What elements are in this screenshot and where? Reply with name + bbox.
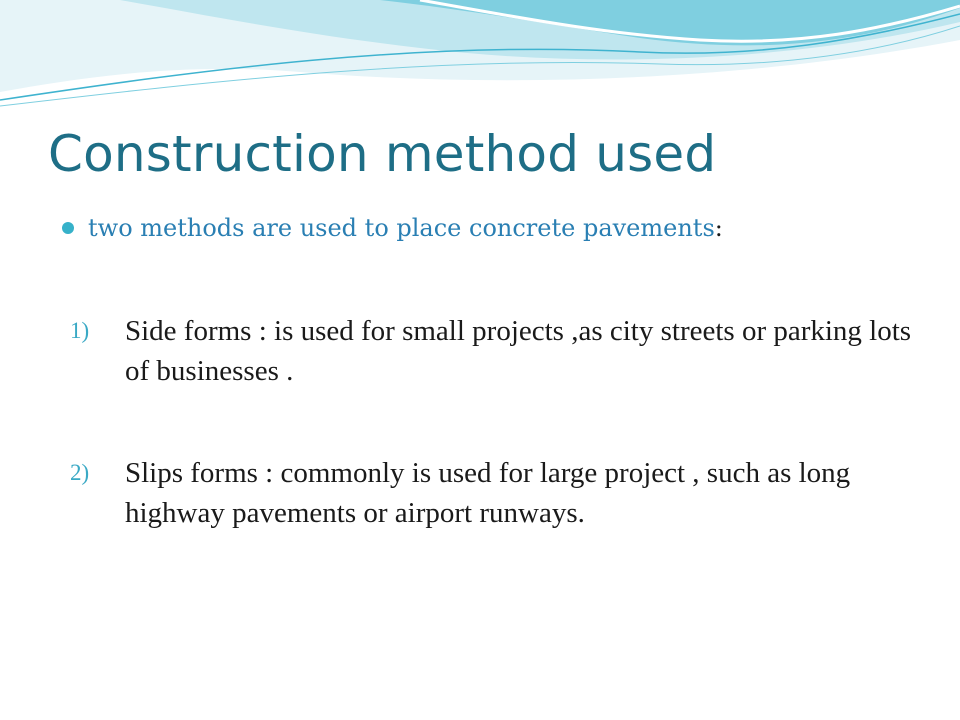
bullet-dot-icon (62, 222, 74, 234)
bullet-line (62, 210, 723, 246)
bullet-colon: : (714, 214, 723, 242)
item-number: 1) (70, 318, 90, 343)
numbered-item-1 (70, 311, 930, 391)
item-text: Slips forms : commonly is used for large project , such as long highway pavements or airport runways. (125, 457, 851, 529)
header-wave-decoration (0, 0, 960, 120)
item-number: 2) (70, 460, 90, 485)
item-text: Side forms : is used for small projects ,as city streets or parking lots of businesses . (125, 315, 912, 387)
bullet-text: two methods are used to place concrete pavements (88, 214, 715, 242)
numbered-item-2 (70, 453, 930, 533)
slide-title: Construction method used (48, 125, 717, 183)
